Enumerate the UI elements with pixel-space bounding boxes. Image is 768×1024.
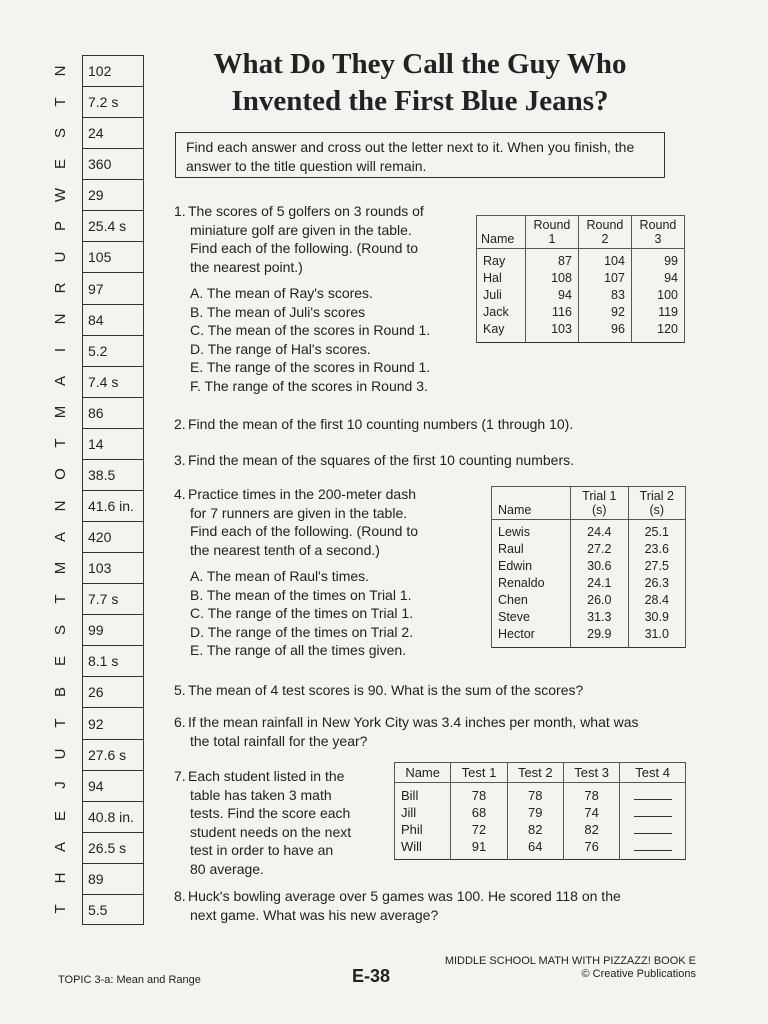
answer-cell: 103	[83, 553, 143, 584]
question-text: Find each of the following. (Round to	[190, 523, 419, 539]
table-header-line: Round	[586, 218, 624, 232]
answer-cell: 41.6 in.	[83, 491, 143, 522]
question-text: the nearest point.)	[190, 258, 303, 275]
table-cell: 104	[578, 249, 631, 271]
table-cell: 78	[507, 783, 563, 805]
table-cell: 78	[563, 783, 619, 805]
answer-cell: 24	[83, 118, 143, 149]
table-header-line: 3	[654, 232, 662, 246]
table-cell: 78	[451, 783, 507, 805]
table-cell: Hector	[492, 626, 571, 648]
table-cell: 116	[525, 304, 578, 321]
table-header-line: Trial 1	[582, 489, 617, 503]
page-number: E-38	[352, 966, 391, 986]
cipher-letter: T	[52, 97, 69, 107]
table-header: Name	[395, 763, 451, 783]
question-number: 3.	[174, 452, 186, 468]
question-5	[174, 681, 583, 700]
question-text: Practice times in the 200-meter dash	[188, 486, 416, 502]
table-cell: Hal	[477, 270, 526, 287]
question-number: 4.	[174, 486, 186, 502]
question-part: A. The mean of Ray's scores.	[190, 285, 373, 301]
table-cell: 24.1	[571, 575, 628, 592]
book-credit	[440, 955, 696, 981]
cipher-letter: S	[52, 624, 69, 635]
question-part: A. The mean of Raul's times.	[190, 568, 370, 584]
table-header	[631, 216, 684, 249]
table-cell: 99	[631, 249, 684, 271]
answer-cell: 25.4 s	[83, 211, 143, 242]
answer-cell: 26	[83, 677, 143, 708]
answer-cell: 26.5 s	[83, 833, 143, 864]
table-header: Test 1	[451, 763, 507, 783]
table-cell: 31.0	[628, 626, 685, 648]
table-cell: 100	[631, 287, 684, 304]
table-cell: 26.0	[571, 592, 628, 609]
table-cell: 27.5	[628, 558, 685, 575]
topic-label: TOPIC 3-a: Mean and Range	[58, 974, 201, 986]
publisher: © Creative Publications	[581, 968, 696, 980]
question-part: F. The range of the scores in Round 3.	[190, 377, 428, 394]
table-cell: 92	[578, 304, 631, 321]
question-part: E. The range of all the times given.	[190, 642, 407, 658]
table-cell: 120	[631, 321, 684, 343]
question-text: the nearest tenth of a second.)	[190, 541, 380, 558]
answer-cell: 40.8 in.	[83, 802, 143, 833]
table-cell: 26.3	[628, 575, 685, 592]
table-cell: 64	[507, 838, 563, 860]
question-part: C. The mean of the scores in Round 1.	[190, 322, 431, 338]
answer-blank[interactable]	[620, 821, 686, 838]
answer-cell: 5.2	[83, 336, 143, 367]
answer-cell: 7.7 s	[83, 584, 143, 615]
table-cell: 87	[525, 249, 578, 271]
table-cell: 96	[578, 321, 631, 343]
table-cell: 119	[631, 304, 684, 321]
question-text: the total rainfall for the year?	[190, 732, 368, 749]
answer-blank[interactable]	[620, 838, 686, 860]
table-header	[578, 216, 631, 249]
question-text: for 7 runners are given in the table.	[190, 504, 408, 521]
table-header: Test 3	[563, 763, 619, 783]
table-cell: Ray	[477, 249, 526, 271]
question-8	[174, 887, 621, 924]
cipher-letter: H	[52, 872, 69, 884]
question-text: miniature golf are given in the table.	[190, 221, 412, 238]
table-header-line: 1	[548, 232, 556, 246]
table-cell: 79	[507, 804, 563, 821]
answer-cell: 102	[83, 56, 143, 87]
table-header-line: Trial 2	[639, 489, 674, 503]
question-6	[174, 713, 639, 750]
cipher-letter: W	[52, 187, 69, 202]
question-text: If the mean rainfall in New York City was 3.4 inches per month, what was	[188, 714, 639, 730]
question-number: 2.	[174, 416, 186, 432]
question-part: B. The mean of Juli's scores	[190, 303, 366, 320]
cipher-letter: I	[52, 348, 69, 353]
question-number: 1.	[174, 203, 186, 219]
question-text: 80 average.	[190, 860, 264, 877]
table-cell: Renaldo	[492, 575, 571, 592]
table-cell: Raul	[492, 541, 571, 558]
table-header	[477, 216, 526, 249]
table-cell: Phil	[395, 821, 451, 838]
table-cell: 107	[578, 270, 631, 287]
table-header	[525, 216, 578, 249]
question-part: D. The range of Hal's scores.	[190, 340, 371, 357]
table-header: Test 2	[507, 763, 563, 783]
answer-cell: 105	[83, 242, 143, 273]
table-header: Test 4	[620, 763, 686, 783]
cipher-letter: E	[52, 811, 69, 822]
answer-blank[interactable]	[620, 783, 686, 805]
answer-cell: 94	[83, 771, 143, 802]
question-text: Find the mean of the squares of the first 10 counting numbers.	[188, 452, 574, 468]
cipher-letter: M	[52, 406, 69, 419]
table-header-line: 2	[601, 232, 609, 246]
table-cell: 30.9	[628, 609, 685, 626]
table-cell: Steve	[492, 609, 571, 626]
cipher-letter: T	[52, 718, 69, 728]
table-cell: Lewis	[492, 520, 571, 542]
cipher-letter: T	[52, 594, 69, 604]
cipher-letter: S	[52, 127, 69, 138]
question-1	[174, 202, 464, 395]
table-cell: 94	[525, 287, 578, 304]
question-3	[174, 451, 574, 470]
answer-cell: 89	[83, 864, 143, 895]
cipher-letter: E	[52, 158, 69, 169]
instructions-box: Find each answer and cross out the letter next to it. When you finish, the answer to the title question will remain.	[175, 132, 665, 178]
table-header	[492, 487, 571, 520]
table-header-line: Round	[533, 218, 571, 232]
question-text: The mean of 4 test scores is 90. What is the sum of the scores?	[188, 682, 584, 698]
test-scores-table	[394, 762, 686, 860]
table-cell: Jack	[477, 304, 526, 321]
question-text: Find the mean of the first 10 counting numbers (1 through 10).	[188, 416, 574, 432]
answer-cell: 14	[83, 429, 143, 460]
golf-scores-table	[476, 215, 685, 343]
table-cell: 68	[451, 804, 507, 821]
table-header	[628, 487, 685, 520]
table-cell: 82	[563, 821, 619, 838]
table-cell: Edwin	[492, 558, 571, 575]
answer-cell: 8.1 s	[83, 646, 143, 677]
answer-cell: 7.2 s	[83, 87, 143, 118]
question-text: Find each of the following. (Round to	[190, 240, 419, 256]
table-cell: Chen	[492, 592, 571, 609]
table-cell: 108	[525, 270, 578, 287]
question-number: 5.	[174, 682, 186, 698]
table-cell: Bill	[395, 783, 451, 805]
question-text: tests. Find the score each	[190, 805, 351, 821]
table-cell: 28.4	[628, 592, 685, 609]
cipher-letter: A	[52, 842, 69, 853]
question-text: next game. What was his new average?	[190, 906, 439, 923]
table-header-line: (s)	[649, 503, 665, 517]
question-text: test in order to have an	[190, 842, 334, 858]
answer-cell: 420	[83, 522, 143, 553]
cipher-letter: N	[52, 313, 69, 325]
answer-cell: 27.6 s	[83, 740, 143, 771]
answer-cell: 86	[83, 398, 143, 429]
table-cell: Jill	[395, 804, 451, 821]
question-number: 6.	[174, 714, 186, 730]
table-cell: 30.6	[571, 558, 628, 575]
table-header-line: Name	[481, 232, 515, 246]
answer-blank[interactable]	[620, 804, 686, 821]
table-cell: 76	[563, 838, 619, 860]
table-cell: 103	[525, 321, 578, 343]
question-part: D. The range of the times on Trial 2.	[190, 623, 414, 640]
table-cell: 23.6	[628, 541, 685, 558]
cipher-letter: N	[52, 65, 69, 76]
table-cell: 82	[507, 821, 563, 838]
answer-cell: 29	[83, 180, 143, 211]
cipher-letter: E	[52, 655, 69, 666]
cipher-letter: U	[52, 251, 69, 263]
table-cell: 83	[578, 287, 631, 304]
question-text: table has taken 3 math	[190, 786, 332, 803]
table-header-line: Name	[498, 503, 532, 517]
question-2	[174, 415, 573, 434]
title-line-1: What Do They Call the Guy Who	[213, 48, 627, 80]
cipher-letter: O	[52, 468, 69, 481]
cipher-letter-column	[50, 55, 72, 930]
cipher-letter: T	[52, 438, 69, 448]
table-cell: 94	[631, 270, 684, 287]
cipher-letter: R	[52, 282, 69, 294]
answer-cell: 38.5	[83, 460, 143, 491]
question-part: B. The mean of the times on Trial 1.	[190, 586, 412, 603]
answer-cell: 7.4 s	[83, 367, 143, 398]
dash-times-table	[491, 486, 686, 648]
table-cell: 91	[451, 838, 507, 860]
question-text: student needs on the next	[190, 823, 352, 840]
table-cell: 72	[451, 821, 507, 838]
page-title	[160, 46, 680, 120]
table-header-line: (s)	[592, 503, 607, 517]
cipher-letter: N	[52, 500, 69, 511]
question-number: 8.	[174, 888, 186, 904]
question-7	[174, 767, 384, 878]
question-text: Huck's bowling average over 5 games was 100. He scored 118 on the	[188, 888, 621, 904]
table-header	[571, 487, 628, 520]
table-cell: 29.9	[571, 626, 628, 648]
answer-cell: 5.5	[88, 902, 108, 919]
cipher-letter: J	[52, 781, 69, 789]
table-header-line: Round	[639, 218, 677, 232]
answer-cell: 97	[83, 274, 143, 305]
table-cell: Will	[395, 838, 451, 860]
question-part: C. The range of the times on Trial 1.	[190, 605, 414, 621]
table-cell: 31.3	[571, 609, 628, 626]
cipher-letter: U	[52, 748, 69, 760]
question-number: 7.	[174, 768, 186, 784]
question-text: Each student listed in the	[188, 768, 345, 784]
answer-cell: 92	[83, 709, 143, 740]
question-4	[174, 485, 474, 660]
answer-cell: 99	[83, 615, 143, 646]
table-cell: 27.2	[571, 541, 628, 558]
table-cell: 74	[563, 804, 619, 821]
table-cell: 24.4	[571, 520, 628, 542]
table-cell: Juli	[477, 287, 526, 304]
question-part: E. The range of the scores in Round 1.	[190, 359, 431, 375]
cipher-letter: M	[52, 561, 69, 574]
cipher-letter: P	[52, 220, 69, 231]
cipher-letter: T	[52, 904, 69, 915]
table-cell: Kay	[477, 321, 526, 343]
answer-column	[82, 55, 144, 925]
cipher-letter: A	[52, 376, 69, 387]
cipher-letter: A	[52, 531, 69, 542]
cipher-letter: B	[52, 686, 69, 697]
question-text: The scores of 5 golfers on 3 rounds of	[188, 203, 424, 219]
table-cell: 25.1	[628, 520, 685, 542]
book-title: MIDDLE SCHOOL MATH WITH PIZZAZZ! BOOK E	[444, 955, 696, 967]
answer-cell: 84	[83, 305, 143, 336]
title-line-2: Invented the First Blue Jeans?	[231, 85, 609, 117]
answer-cell: 360	[83, 149, 143, 180]
